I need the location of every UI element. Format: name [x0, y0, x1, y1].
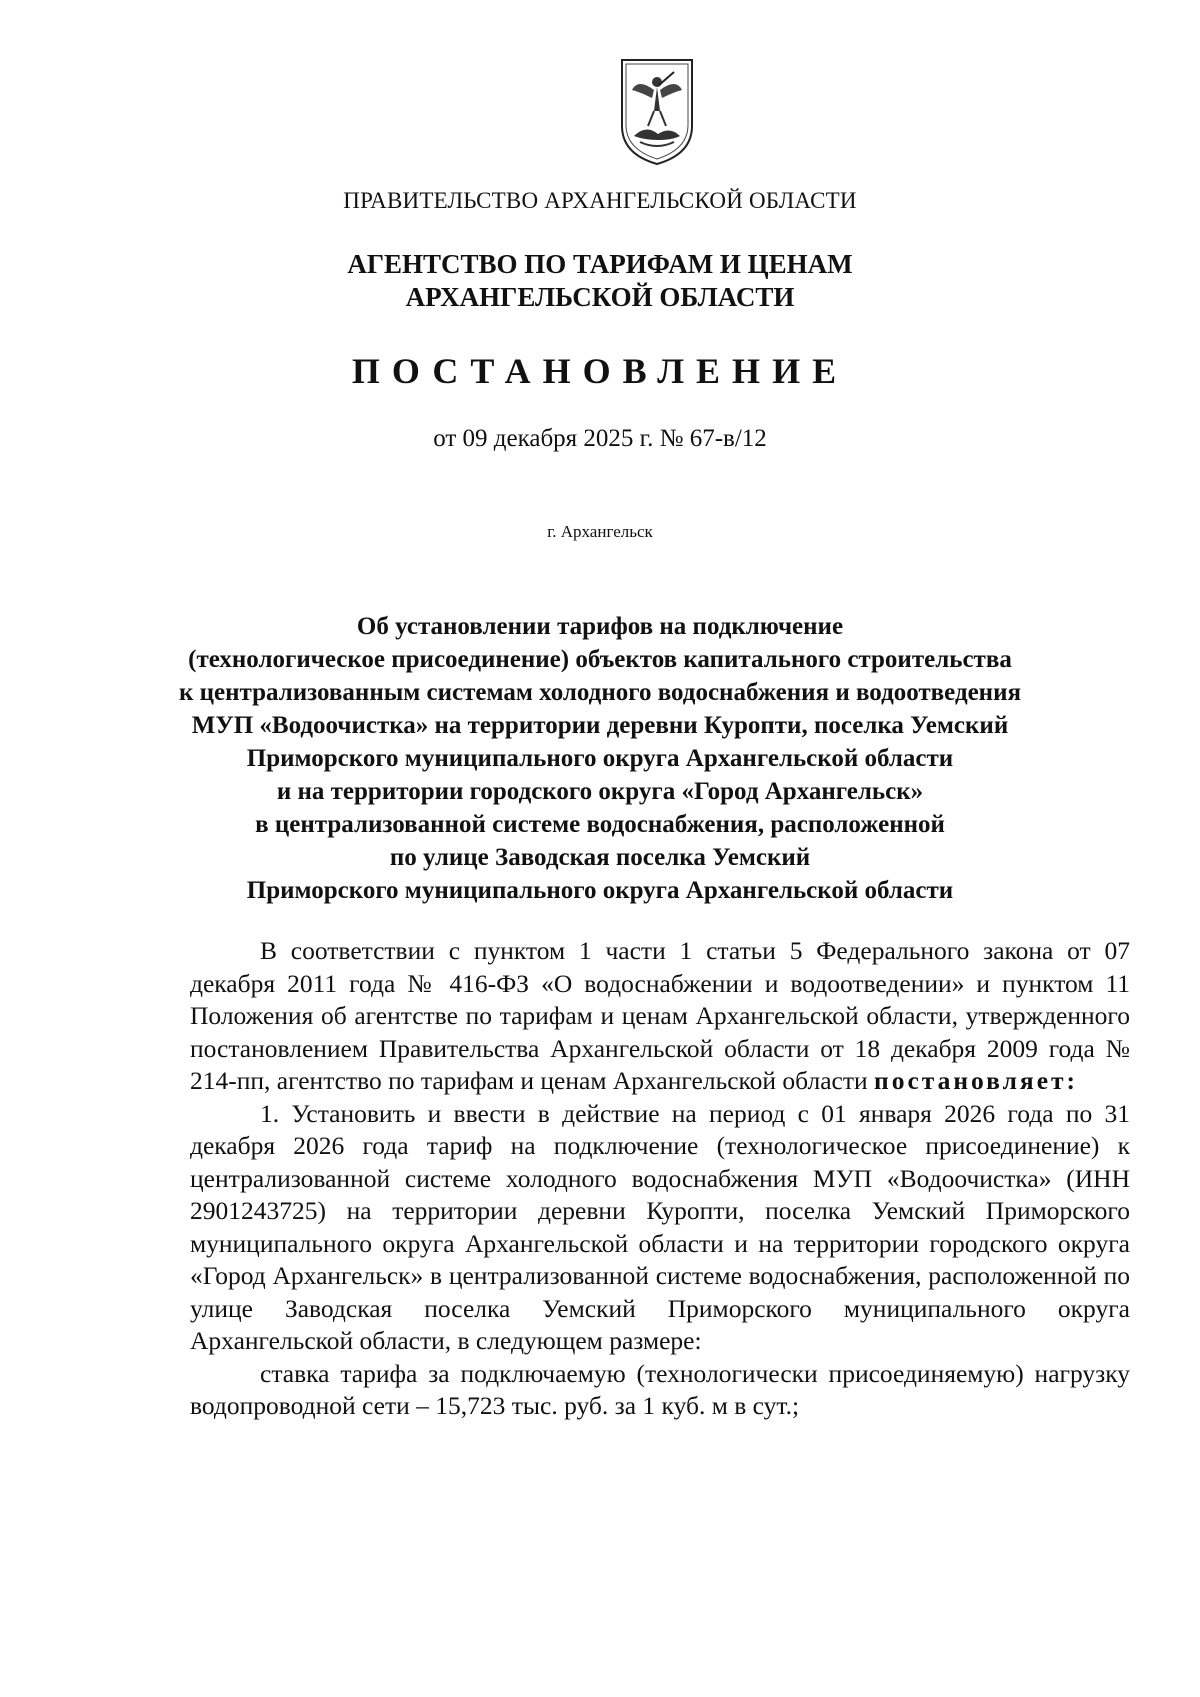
government-name: ПРАВИТЕЛЬСТВО АРХАНГЕЛЬСКОЙ ОБЛАСТИ [343, 188, 857, 213]
subject-line: Приморского муниципального округа Архангельской области [246, 745, 954, 772]
subject-line: Об установлении тарифов на подключение [356, 613, 844, 640]
item-1-paragraph: 1. Установить и ввести в действие на период с 01 января 2026 года по 31 декабря 2026 года тариф на подключение (технологическое присоединение) к централизованной системе холодного водоснабжения МУП «Водоочистка» (ИНН 2901243725) на территории деревни Куропти, поселка Уемский Приморского муниципального округа Архангельской области и на территории городского округа «Город Архангельск» в централизованной системе водоснабжения, расположенной по улице Заводская поселка Уемский Приморского муниципального округа Архангельской области, в следующем размере: [190, 1098, 1130, 1355]
document-date-number: от 09 декабря 2025 г. № 67-в/12 [433, 425, 767, 452]
agency-name-line2: АРХАНГЕЛЬСКОЙ ОБЛАСТИ [405, 282, 795, 312]
subject-line: Приморского муниципального округа Архангельской области [246, 877, 954, 904]
coat-of-arms-icon [618, 56, 696, 166]
subject-line: МУП «Водоочистка» на территории деревни Куропти, поселка Уемский [191, 712, 1009, 739]
subject-line: по улице Заводская поселка Уемский [389, 844, 811, 871]
document-subject [0, 610, 1200, 907]
document-type: ПОСТАНОВЛЕНИЕ [351, 351, 849, 391]
subject-line: и на территории городского округа «Город Архангельск» [276, 778, 924, 805]
subject-line: в централизованной системе водоснабжения, расположенной [255, 811, 945, 838]
subject-line: (технологическое присоединение) объектов капитального строительства [188, 646, 1012, 673]
preamble-paragraph [190, 935, 1130, 1098]
agency-name [0, 248, 1200, 314]
tariff-rate-paragraph: ставка тарифа за подключаемую (технологически присоединяемую) нагрузку водопроводной сети – 15,723 тыс. руб. за 1 куб. м в сут.; [190, 1358, 1130, 1420]
document-body [190, 935, 1130, 1423]
agency-name-line1: АГЕНТСТВО ПО ТАРИФАМ И ЦЕНАМ [347, 249, 853, 279]
subject-line: к централизованным системам холодного водоснабжения и водоотведения [178, 679, 1022, 706]
resolves-word: постановляет: [874, 1066, 1079, 1095]
document-city: г. Архангельск [547, 522, 653, 541]
preamble-text: В соответствии с пунктом 1 части 1 статьи 5 Федерального закона от 07 декабря 2011 года № 416-ФЗ «О водоснабжении и водоотведении» и пунктом 11 Положения об агентстве по тарифам и ценам Архангельской области, утвержденного постановлением Правительства Архангельской области от 18 декабря 2009 года № 214-пп, агентство по тарифам и ценам Архангельской области [190, 936, 1130, 1095]
